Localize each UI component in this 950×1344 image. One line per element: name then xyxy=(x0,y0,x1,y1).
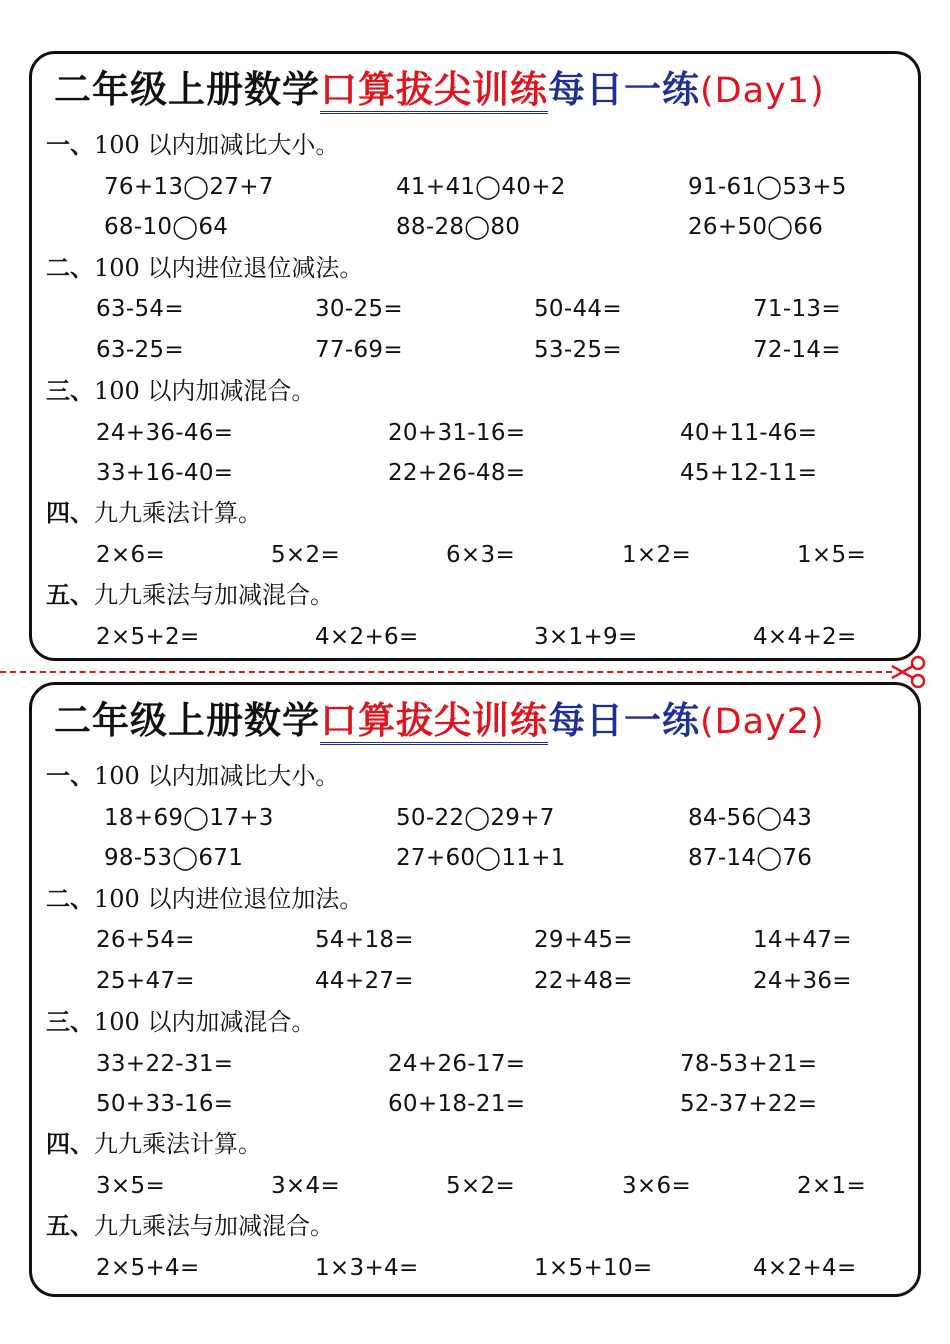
worksheet-day1 xyxy=(29,51,921,661)
math-problem: 53-25= xyxy=(534,337,622,363)
section-number: 五、 xyxy=(46,580,94,609)
math-problem: 24+36= xyxy=(753,968,852,994)
math-problem: 68-10◯64 xyxy=(104,214,229,240)
math-problem: 22+48= xyxy=(534,968,633,994)
title-daily-text: 每日一练 xyxy=(548,67,700,111)
math-problem: 84-56◯43 xyxy=(688,805,813,831)
problem-row xyxy=(32,620,918,654)
title-daily-text: 每日一练 xyxy=(548,698,700,742)
math-problem: 25+47= xyxy=(96,968,195,994)
math-problem: 27+60◯11+1 xyxy=(396,845,566,871)
section-heading-subtraction xyxy=(46,883,363,915)
math-problem: 22+26-48= xyxy=(388,460,526,486)
math-problem: 18+69◯17+3 xyxy=(104,805,274,831)
math-problem: 26+54= xyxy=(96,927,195,953)
math-problem: 50-22◯29+7 xyxy=(396,805,555,831)
problem-row xyxy=(32,538,918,572)
section-number: 一、 xyxy=(46,130,94,159)
title-day-label: (Day1) xyxy=(700,71,825,111)
math-problem: 78-53+21= xyxy=(680,1051,818,1077)
math-problem: 40+11-46= xyxy=(680,420,818,446)
section-number: 一、 xyxy=(46,761,94,790)
problem-row xyxy=(32,1087,918,1121)
math-problem: 2×6= xyxy=(96,542,166,568)
scissors-icon xyxy=(890,654,930,690)
section-number: 五、 xyxy=(46,1211,94,1240)
problem-row xyxy=(32,841,918,875)
problem-row xyxy=(32,801,918,835)
problem-row xyxy=(32,964,918,998)
problem-row xyxy=(32,416,918,450)
section-label: 九九乘法与加减混合。 xyxy=(94,1212,334,1240)
math-problem: 41+41◯40+2 xyxy=(396,174,566,200)
section-number: 二、 xyxy=(46,253,94,282)
math-problem: 4×4+2= xyxy=(753,624,857,650)
problem-row xyxy=(32,1251,918,1285)
problem-row xyxy=(32,456,918,490)
section-label: 100 以内加减比大小。 xyxy=(94,131,340,159)
math-problem: 71-13= xyxy=(753,296,841,322)
math-problem: 1×2= xyxy=(622,542,692,568)
math-problem: 88-28◯80 xyxy=(396,214,521,240)
problem-row xyxy=(32,923,918,957)
section-heading-mixed xyxy=(46,1006,315,1038)
section-number: 二、 xyxy=(46,884,94,913)
math-problem: 14+47= xyxy=(753,927,852,953)
math-problem: 3×4= xyxy=(271,1173,341,1199)
section-heading-subtraction xyxy=(46,252,363,284)
math-problem: 77-69= xyxy=(315,337,403,363)
section-label: 九九乘法与加减混合。 xyxy=(94,581,334,609)
math-problem: 4×2+4= xyxy=(753,1255,857,1281)
problem-row xyxy=(32,333,918,367)
math-problem: 24+36-46= xyxy=(96,420,234,446)
math-problem: 33+22-31= xyxy=(96,1051,234,1077)
section-label: 100 以内加减混合。 xyxy=(94,377,316,405)
problem-row xyxy=(32,210,918,244)
math-problem: 44+27= xyxy=(315,968,414,994)
math-problem: 91-61◯53+5 xyxy=(688,174,847,200)
math-problem: 5×2= xyxy=(446,1173,516,1199)
math-problem: 3×6= xyxy=(622,1173,692,1199)
section-label: 100 以内加减混合。 xyxy=(94,1008,316,1036)
math-problem: 54+18= xyxy=(315,927,414,953)
math-problem: 6×3= xyxy=(446,542,516,568)
problem-row xyxy=(32,292,918,326)
math-problem: 4×2+6= xyxy=(315,624,419,650)
math-problem: 1×5+10= xyxy=(534,1255,653,1281)
math-problem: 5×2= xyxy=(271,542,341,568)
math-problem: 2×1= xyxy=(797,1173,867,1199)
math-problem: 72-14= xyxy=(753,337,841,363)
section-number: 三、 xyxy=(46,1007,94,1036)
section-heading-multiplication xyxy=(46,497,262,529)
math-problem: 1×5= xyxy=(797,542,867,568)
worksheet-day2 xyxy=(29,682,921,1297)
math-problem: 24+26-17= xyxy=(388,1051,526,1077)
section-heading-mult-mixed xyxy=(46,1210,334,1242)
title-day-label: (Day2) xyxy=(700,702,825,742)
math-problem: 45+12-11= xyxy=(680,460,818,486)
section-number: 三、 xyxy=(46,376,94,405)
section-label: 九九乘法计算。 xyxy=(94,499,262,527)
section-heading-mixed xyxy=(46,375,315,407)
worksheet-title xyxy=(54,689,825,751)
section-label: 九九乘法计算。 xyxy=(94,1130,262,1158)
section-number: 四、 xyxy=(46,1129,94,1158)
math-problem: 3×1+9= xyxy=(534,624,638,650)
title-highlight-text: 口算拔尖训练 xyxy=(320,698,548,745)
section-label: 100 以内进位退位减法。 xyxy=(94,254,364,282)
math-problem: 29+45= xyxy=(534,927,633,953)
section-number: 四、 xyxy=(46,498,94,527)
math-problem: 33+16-40= xyxy=(96,460,234,486)
section-label: 100 以内进位退位加法。 xyxy=(94,885,364,913)
math-problem: 63-54= xyxy=(96,296,184,322)
section-label: 100 以内加减比大小。 xyxy=(94,762,340,790)
math-problem: 52-37+22= xyxy=(680,1091,818,1117)
math-problem: 3×5= xyxy=(96,1173,166,1199)
math-problem: 76+13◯27+7 xyxy=(104,174,274,200)
math-problem: 50+33-16= xyxy=(96,1091,234,1117)
math-problem: 50-44= xyxy=(534,296,622,322)
problem-row xyxy=(32,1169,918,1203)
math-problem: 60+18-21= xyxy=(388,1091,526,1117)
section-heading-mult-mixed xyxy=(46,579,334,611)
math-problem: 98-53◯671 xyxy=(104,845,244,871)
title-highlight-text: 口算拔尖训练 xyxy=(320,67,548,114)
problem-row xyxy=(32,1047,918,1081)
title-grade-text: 二年级上册数学 xyxy=(54,67,320,111)
section-heading-compare xyxy=(46,129,339,161)
math-problem: 2×5+2= xyxy=(96,624,200,650)
math-problem: 26+50◯66 xyxy=(688,214,824,240)
title-grade-text: 二年级上册数学 xyxy=(54,698,320,742)
math-problem: 30-25= xyxy=(315,296,403,322)
math-problem: 2×5+4= xyxy=(96,1255,200,1281)
section-heading-multiplication xyxy=(46,1128,262,1160)
math-problem: 1×3+4= xyxy=(315,1255,419,1281)
problem-row xyxy=(32,170,918,204)
worksheet-title xyxy=(54,58,825,120)
math-problem: 63-25= xyxy=(96,337,184,363)
math-problem: 20+31-16= xyxy=(388,420,526,446)
section-heading-compare xyxy=(46,760,339,792)
cut-line xyxy=(0,671,892,673)
math-problem: 87-14◯76 xyxy=(688,845,813,871)
